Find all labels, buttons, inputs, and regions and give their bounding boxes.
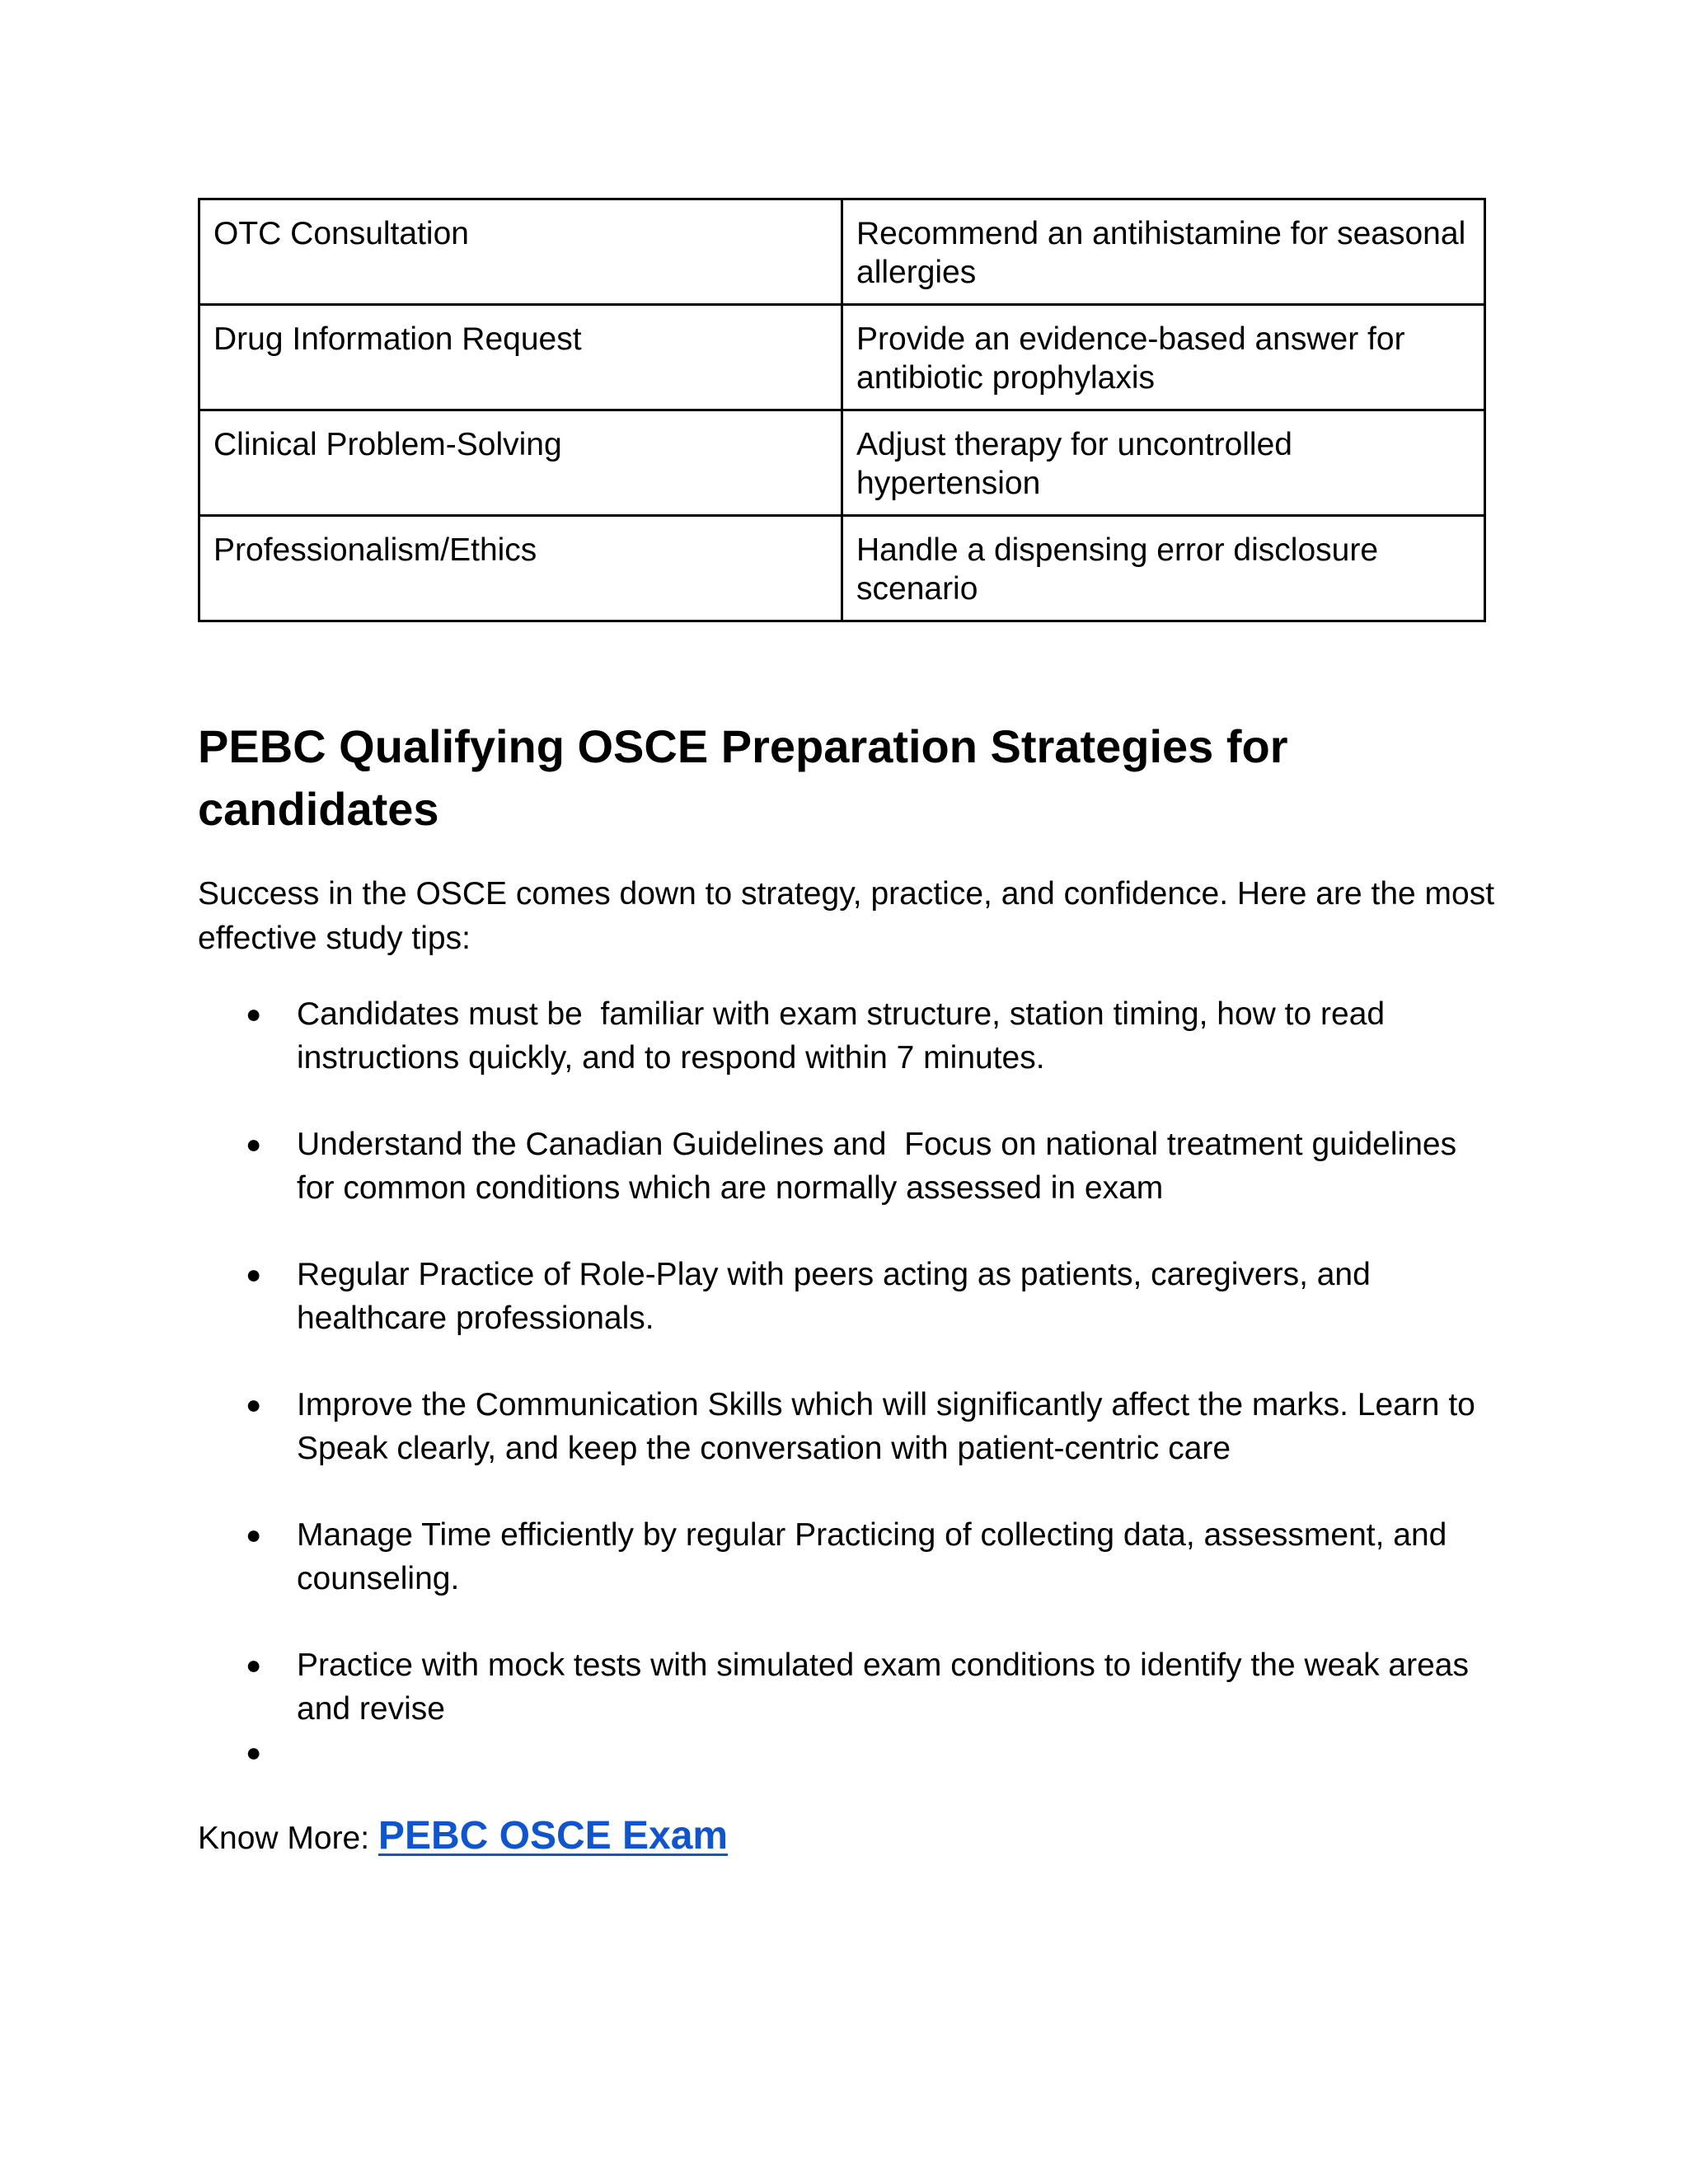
section-heading: PEBC Qualifying OSCE Preparation Strategies for candidates bbox=[198, 720, 1288, 835]
station-cell: Clinical Problem-Solving bbox=[199, 410, 842, 516]
list-item-empty bbox=[198, 1731, 1500, 1774]
list-item bbox=[198, 1643, 1500, 1731]
bullet-icon: ● bbox=[246, 1390, 262, 1419]
station-cell: Professionalism/Ethics bbox=[199, 516, 842, 621]
know-more-label: Know More: bbox=[198, 1821, 378, 1856]
tip-text: Regular Practice of Role-Play with peers acting as patients, caregivers, and healthcare professionals. bbox=[297, 1257, 1380, 1336]
bullet-icon: ● bbox=[246, 1129, 262, 1159]
table-row bbox=[199, 410, 1485, 516]
intro-paragraph: Success in the OSCE comes down to strategy, practice, and confidence. Here are the most effective study tips: bbox=[198, 876, 1495, 956]
list-item bbox=[198, 1253, 1500, 1340]
bullet-icon: ● bbox=[246, 1650, 262, 1680]
pebc-osce-exam-link[interactable]: PEBC OSCE Exam bbox=[377, 1814, 729, 1858]
bullet-icon: ● bbox=[246, 1259, 262, 1289]
tip-text: Manage Time efficiently by regular Practicing of collecting data, assessment, and counseling. bbox=[297, 1517, 1456, 1596]
list-item bbox=[198, 992, 1500, 1080]
station-cell: OTC Consultation bbox=[199, 199, 842, 305]
example-cell: Handle a dispensing error disclosure scenario bbox=[842, 516, 1485, 621]
table-row bbox=[199, 199, 1485, 305]
station-examples-table bbox=[198, 198, 1486, 622]
bullet-icon: ● bbox=[246, 1737, 262, 1767]
table-row bbox=[199, 516, 1485, 621]
tip-text: Understand the Canadian Guidelines and Focus on national treatment guidelines for common conditions which are normally assessed in exam bbox=[297, 1127, 1465, 1206]
station-cell: Drug Information Request bbox=[199, 305, 842, 410]
bullet-icon: ● bbox=[246, 1520, 262, 1549]
tip-text: Practice with mock tests with simulated exam conditions to identify the weak areas and revise bbox=[297, 1647, 1478, 1727]
example-cell: Adjust therapy for uncontrolled hypertension bbox=[842, 410, 1485, 516]
tip-text: Improve the Communication Skills which will significantly affect the marks. Learn to Speak clearly, and keep the conversation with patient-centric care bbox=[297, 1387, 1484, 1466]
list-item bbox=[198, 1513, 1500, 1601]
example-cell: Recommend an antihistamine for seasonal allergies bbox=[842, 199, 1485, 305]
bullet-icon: ● bbox=[246, 999, 262, 1029]
know-more-line bbox=[198, 1811, 728, 1863]
study-tips-list bbox=[198, 992, 1500, 1774]
list-item bbox=[198, 1383, 1500, 1470]
list-item bbox=[198, 1122, 1500, 1210]
table-row bbox=[199, 305, 1485, 410]
tip-text: Candidates must be familiar with exam structure, station timing, how to read instructions quickly, and to respond within 7 minutes. bbox=[297, 996, 1394, 1076]
example-cell: Provide an evidence-based answer for antibiotic prophylaxis bbox=[842, 305, 1485, 410]
